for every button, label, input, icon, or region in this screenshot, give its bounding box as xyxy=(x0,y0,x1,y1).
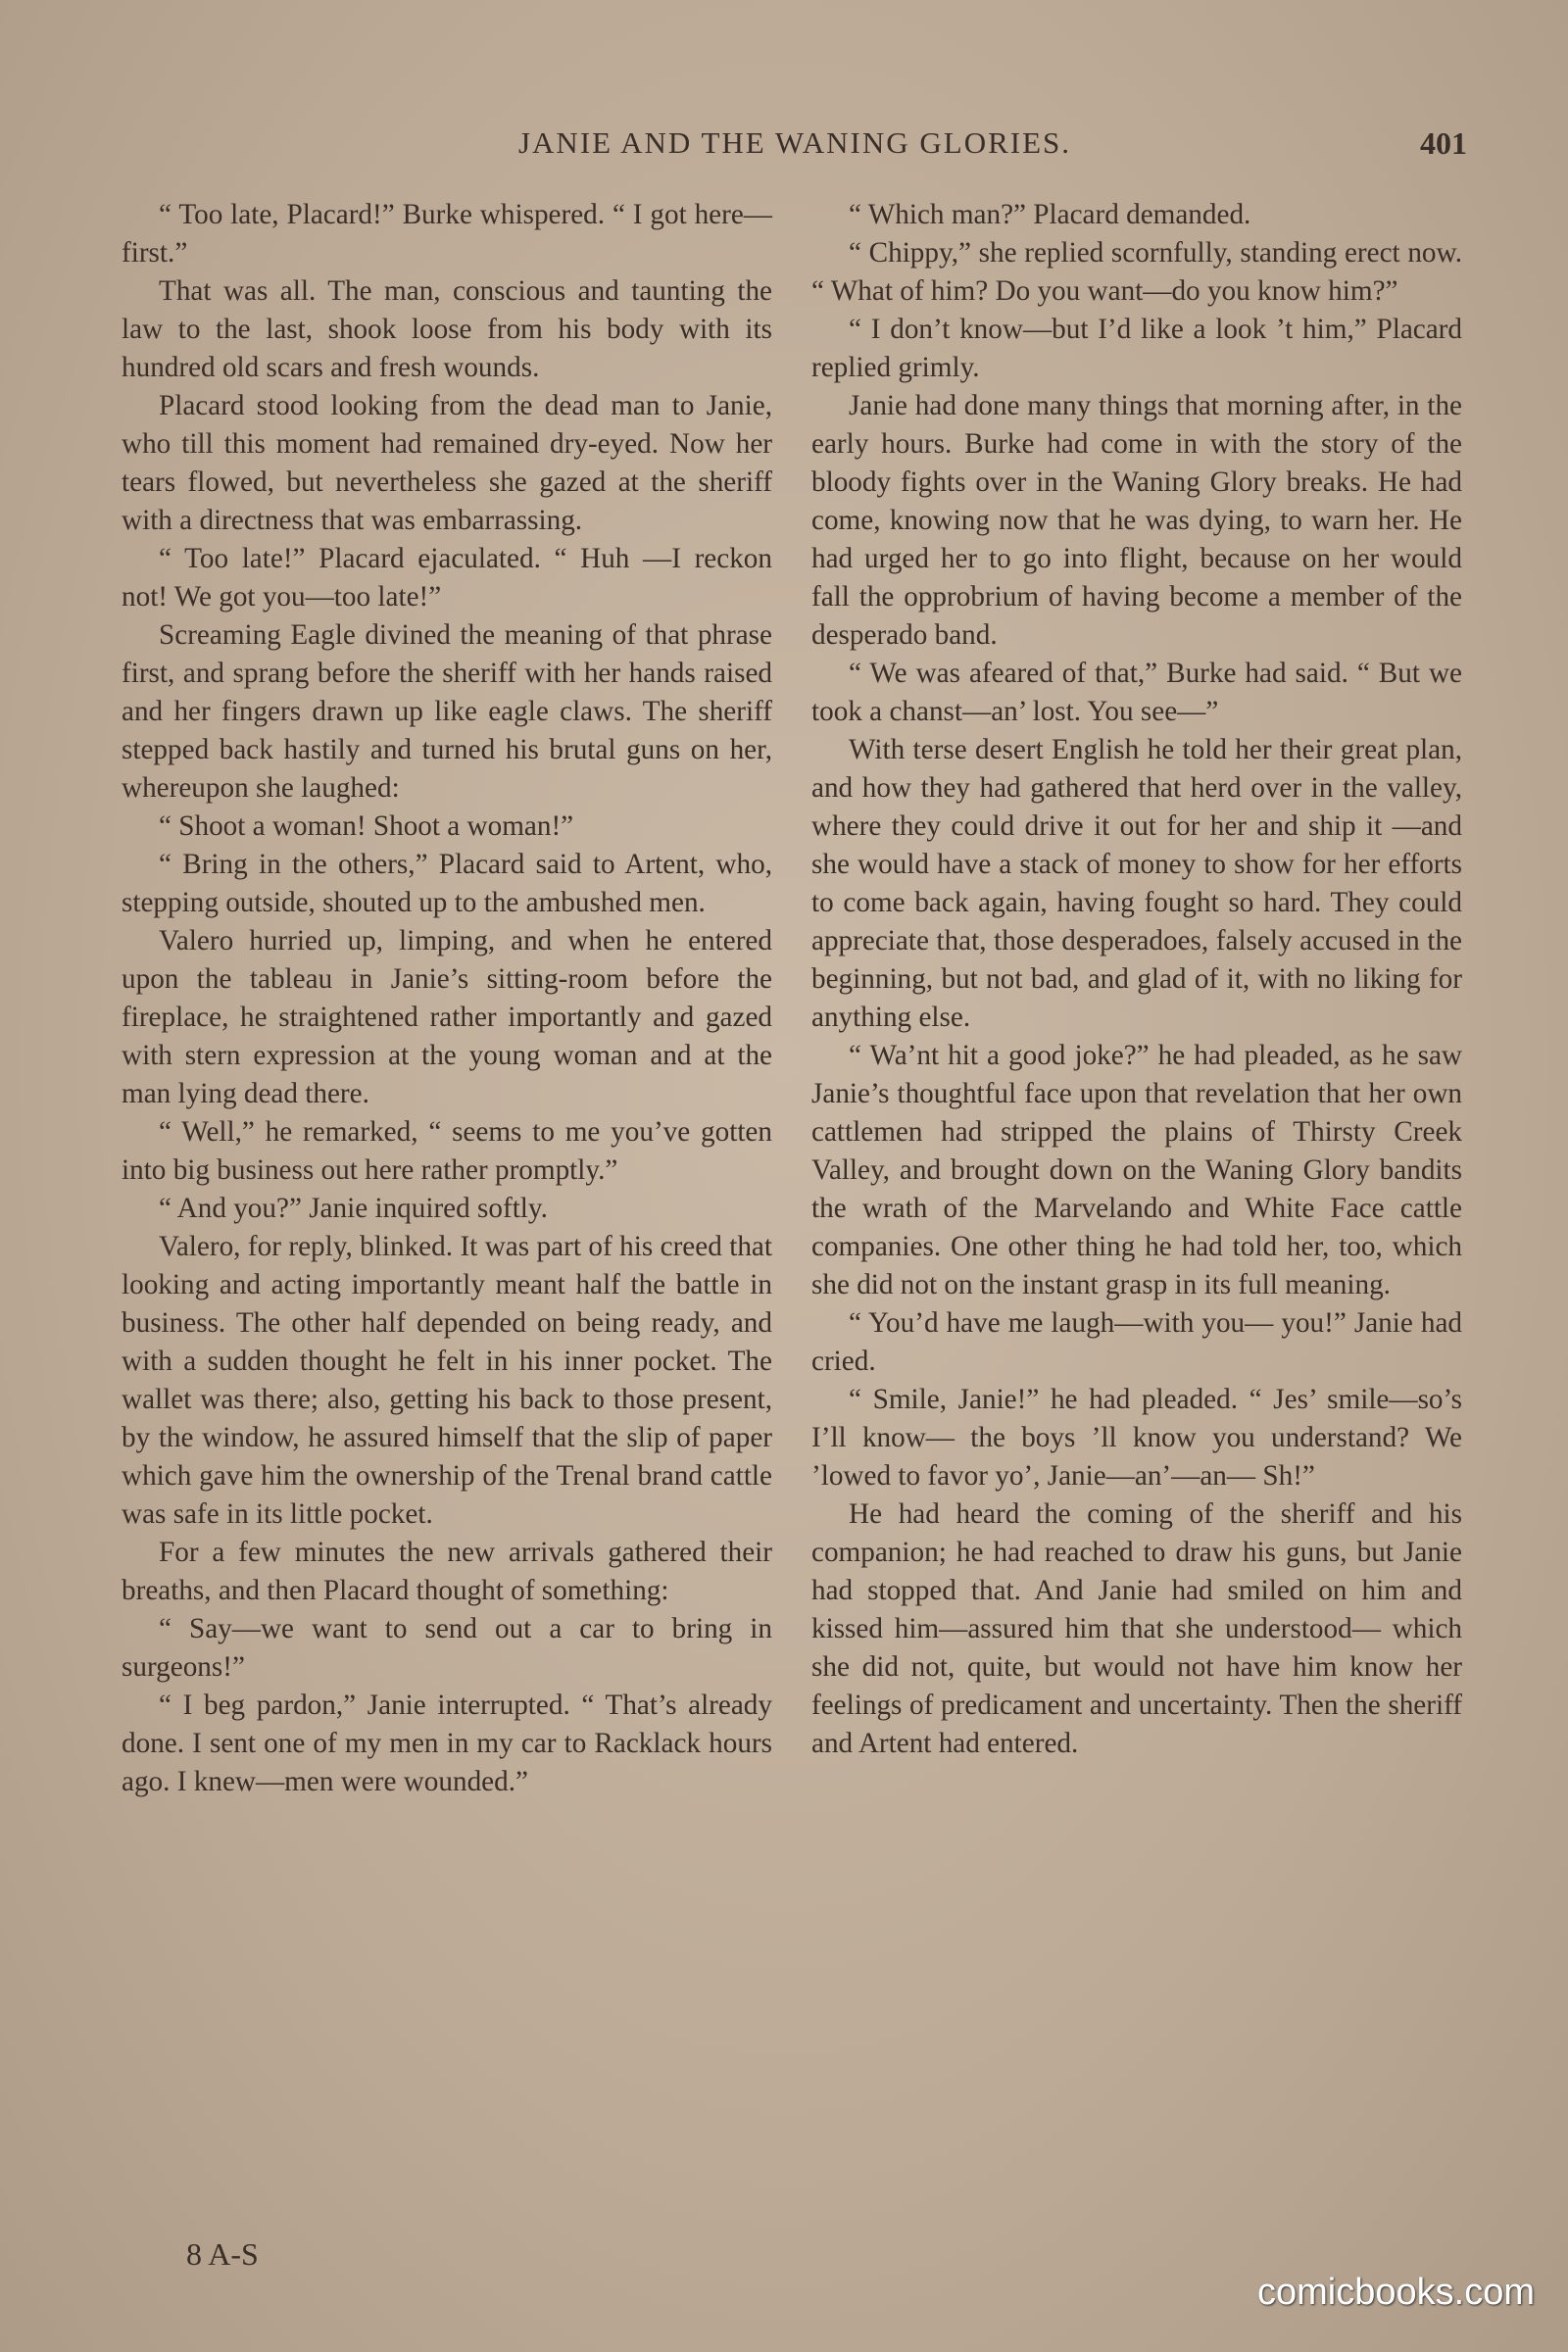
paragraph: “ You’d have me laugh—with you— you!” Janie had cried. xyxy=(811,1307,1462,1377)
paragraph: “ Too late!” Placard ejaculated. “ Huh —I reckon not! We got you—too late!” xyxy=(122,543,772,612)
paragraph: Screaming Eagle divined the meaning of that phrase first, and sprang before the sheriff with her hands raised and her fingers drawn up like eagle claws. The sheriff stepped back hastily and turned his brutal guns on her, whereupon she laughed: xyxy=(122,619,772,804)
page-header xyxy=(122,125,1467,174)
right-column xyxy=(811,196,1462,1763)
paragraph: “ Smile, Janie!” he had pleaded. “ Jes’ smile—so’s I’ll know— the boys ’ll know you understand? We ’lowed to favor yo’, Janie—an’—an— Sh!” xyxy=(811,1384,1462,1492)
paragraph: “ I beg pardon,” Janie interrupted. “ That’s already done. I sent one of my men in my car to Racklack hours ago. I knew—men were wounded.” xyxy=(122,1690,772,1797)
paragraph: “ Well,” he remarked, “ seems to me you’ve gotten into big business out here rather promptly.” xyxy=(122,1116,772,1186)
paragraph: “ Too late, Placard!” Burke whispered. “ I got here—first.” xyxy=(122,199,772,269)
paragraph: “ Bring in the others,” Placard said to Artent, who, stepping outside, shouted up to the ambushed men. xyxy=(122,849,772,918)
paragraph: “ And you?” Janie inquired softly. xyxy=(159,1193,548,1224)
paragraph: He had heard the coming of the sheriff and his companion; he had reached to draw his guns, but Janie had stopped that. And Janie had smiled on him and kissed him—assured him that she understood— which she did not, quite, but would not have him know her feelings of predicament and uncertainty. Then the sheriff and Artent had entered. xyxy=(811,1498,1462,1759)
printer-signature: 8 A-S xyxy=(186,2236,259,2272)
running-title: JANIE AND THE WANING GLORIES. xyxy=(517,125,1072,160)
paragraph: “ Shoot a woman! Shoot a woman!” xyxy=(159,810,574,842)
paragraph: “ Say—we want to send out a car to bring in surgeons!” xyxy=(122,1613,772,1683)
paragraph: Janie had done many things that morning after, in the early hours. Burke had come in with the story of the bloody fights over in the Waning Glory breaks. He had come, knowing now that he was dying, to warn her. He had urged her to go into flight, because on her would fall the opprobrium of having become a member of the desperado band. xyxy=(811,390,1462,651)
paragraph: “ Chippy,” she replied scornfully, standing erect now. “ What of him? Do you want—do you know him?” xyxy=(811,237,1462,307)
paragraph: With terse desert English he told her their great plan, and how they had gathered that herd over in the valley, where they could drive it out for her and ship it —and she would have a stack of money to show for her efforts to come back again, having fought so hard. They could appreciate that, those desperadoes, falsely accused in the beginning, but not bad, and glad of it, with no liking for anything else. xyxy=(811,734,1462,1033)
watermark: comicbooks.com xyxy=(1257,2272,1535,2313)
paragraph: “ I don’t know—but I’d like a look ’t him,” Placard replied grimly. xyxy=(811,314,1462,383)
paragraph: “ Wa’nt hit a good joke?” he had pleaded, as he saw Janie’s thoughtful face upon that revelation that her own cattlemen had stripped the plains of Thirsty Creek Valley, and brought down on the Waning Glory bandits the wrath of the Marvelando and White Face cattle companies. One other thing he had told her, too, which she did not on the instant grasp in its full meaning. xyxy=(811,1040,1462,1300)
paragraph: Placard stood looking from the dead man to Janie, who till this moment had remained dry-eyed. Now her tears flowed, but nevertheless she gazed at the sheriff with a directness that was embarrassing. xyxy=(122,390,772,536)
paragraph: Valero, for reply, blinked. It was part of his creed that looking and acting importantly meant half the battle in business. The other half depended on being ready, and with a sudden thought he felt in his inner pocket. The wallet was there; also, getting his back to those present, by the window, he assured himself that the slip of paper which gave him the ownership of the Trenal brand cattle was safe in its little pocket. xyxy=(122,1231,772,1530)
paragraph: For a few minutes the new arrivals gathered their breaths, and then Placard thought of something: xyxy=(122,1537,772,1606)
left-column xyxy=(122,196,772,1801)
paragraph: “ We was afeared of that,” Burke had said. “ But we took a chanst—an’ lost. You see—” xyxy=(811,658,1462,727)
paragraph: “ Which man?” Placard demanded. xyxy=(849,199,1251,230)
paragraph: Valero hurried up, limping, and when he entered upon the tableau in Janie’s sitting-room before the fireplace, he straightened rather importantly and gazed with stern expression at the young woman and at the man lying dead there. xyxy=(122,925,772,1109)
page-number: 401 xyxy=(1420,125,1467,161)
paragraph: That was all. The man, conscious and taunting the law to the last, shook loose from his body with its hundred old scars and fresh wounds. xyxy=(122,275,772,383)
